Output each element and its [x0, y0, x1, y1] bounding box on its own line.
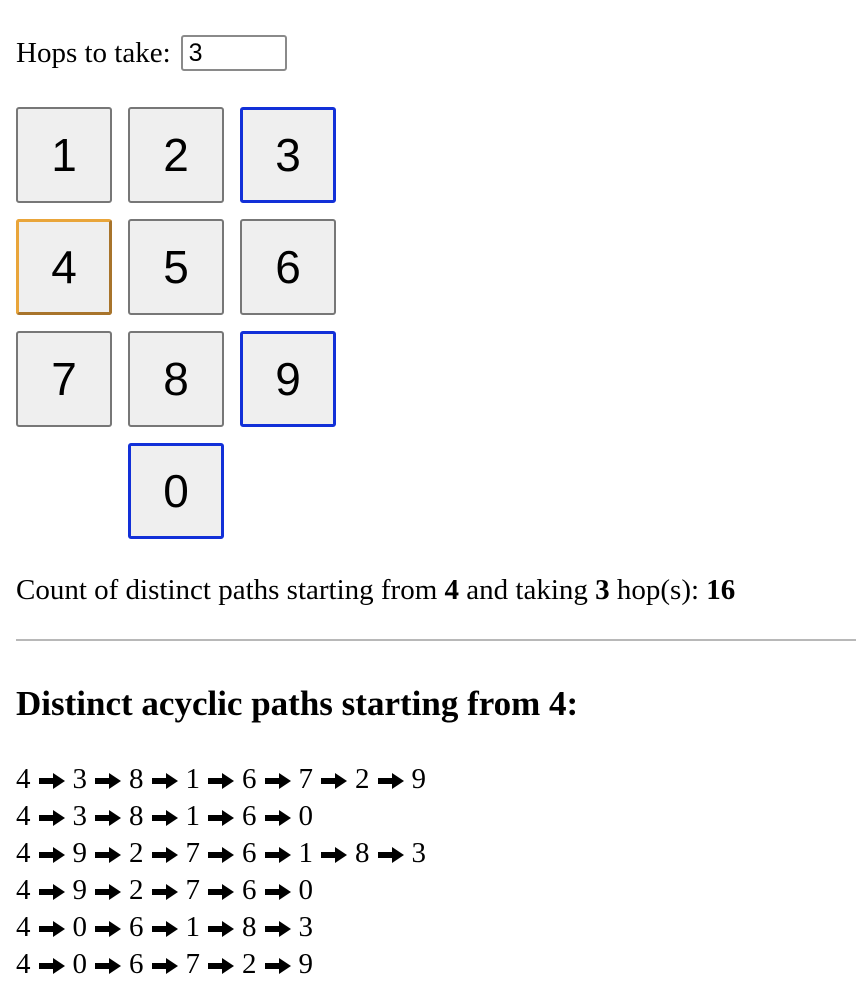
right-arrow-icon	[95, 772, 121, 790]
path-node: 6	[242, 837, 257, 869]
path-node: 1	[298, 837, 313, 869]
path-node: 9	[298, 948, 313, 980]
count-total: 16	[706, 574, 736, 606]
right-arrow-icon	[152, 920, 178, 938]
count-suffix: hop(s):	[609, 574, 707, 606]
right-arrow-icon	[95, 920, 121, 938]
path-node: 6	[242, 874, 257, 906]
keypad	[16, 107, 352, 555]
path-node: 6	[129, 911, 144, 943]
right-arrow-icon	[208, 957, 234, 975]
path-node: 6	[242, 763, 257, 795]
right-arrow-icon	[321, 772, 347, 790]
path-node: 6	[242, 800, 257, 832]
path-node: 1	[185, 800, 200, 832]
right-arrow-icon	[265, 846, 291, 864]
key-3[interactable]: 3	[240, 107, 336, 203]
right-arrow-icon	[152, 957, 178, 975]
right-arrow-icon	[95, 957, 121, 975]
path-node: 6	[129, 948, 144, 980]
right-arrow-icon	[152, 883, 178, 901]
path-node: 7	[298, 763, 313, 795]
path-node: 3	[72, 800, 87, 832]
right-arrow-icon	[208, 846, 234, 864]
right-arrow-icon	[39, 957, 65, 975]
count-hops: 3	[595, 574, 610, 606]
path-node: 1	[185, 763, 200, 795]
right-arrow-icon	[152, 772, 178, 790]
path-item	[16, 835, 426, 872]
path-node: 4	[16, 763, 31, 795]
right-arrow-icon	[39, 846, 65, 864]
path-node: 7	[185, 837, 200, 869]
key-2[interactable]: 2	[128, 107, 224, 203]
right-arrow-icon	[152, 846, 178, 864]
right-arrow-icon	[39, 772, 65, 790]
path-node: 2	[129, 837, 144, 869]
right-arrow-icon	[95, 846, 121, 864]
right-arrow-icon	[39, 883, 65, 901]
path-item	[16, 761, 426, 798]
path-node: 4	[16, 837, 31, 869]
right-arrow-icon	[152, 809, 178, 827]
right-arrow-icon	[265, 957, 291, 975]
path-node: 9	[411, 763, 426, 795]
divider	[16, 639, 856, 641]
path-node: 3	[298, 911, 313, 943]
path-node: 9	[72, 874, 87, 906]
path-node: 8	[129, 763, 144, 795]
path-node: 4	[16, 800, 31, 832]
count-middle: and taking	[459, 574, 596, 606]
path-count-summary	[16, 570, 735, 610]
path-node: 2	[242, 948, 257, 980]
path-node: 4	[16, 874, 31, 906]
path-node: 7	[185, 874, 200, 906]
right-arrow-icon	[208, 883, 234, 901]
path-node: 0	[72, 948, 87, 980]
hops-row	[16, 33, 287, 73]
right-arrow-icon	[265, 809, 291, 827]
path-item	[16, 872, 426, 909]
path-node: 3	[72, 763, 87, 795]
path-node: 2	[129, 874, 144, 906]
path-node: 7	[185, 948, 200, 980]
path-node: 0	[298, 800, 313, 832]
paths-list	[16, 761, 426, 983]
key-1[interactable]: 1	[16, 107, 112, 203]
count-start-key: 4	[444, 574, 460, 606]
path-node: 8	[355, 837, 370, 869]
path-item	[16, 946, 426, 983]
right-arrow-icon	[208, 920, 234, 938]
path-node: 4	[16, 911, 31, 943]
right-arrow-icon	[265, 772, 291, 790]
right-arrow-icon	[39, 809, 65, 827]
path-item	[16, 798, 426, 835]
path-node: 8	[242, 911, 257, 943]
path-item	[16, 909, 426, 946]
paths-heading: Distinct acyclic paths starting from 4:	[16, 684, 579, 723]
right-arrow-icon	[208, 772, 234, 790]
hops-input[interactable]	[181, 35, 287, 71]
right-arrow-icon	[321, 846, 347, 864]
key-8[interactable]: 8	[128, 331, 224, 427]
right-arrow-icon	[208, 809, 234, 827]
key-7[interactable]: 7	[16, 331, 112, 427]
key-6[interactable]: 6	[240, 219, 336, 315]
key-4[interactable]: 4	[16, 219, 112, 315]
count-prefix: Count of distinct paths starting from	[16, 574, 445, 606]
right-arrow-icon	[39, 920, 65, 938]
hops-label: Hops to take:	[16, 37, 171, 69]
key-5[interactable]: 5	[128, 219, 224, 315]
path-node: 9	[72, 837, 87, 869]
path-node: 0	[72, 911, 87, 943]
right-arrow-icon	[95, 809, 121, 827]
key-0[interactable]: 0	[128, 443, 224, 539]
path-node: 4	[16, 948, 31, 980]
right-arrow-icon	[378, 846, 404, 864]
key-9[interactable]: 9	[240, 331, 336, 427]
path-node: 1	[185, 911, 200, 943]
path-node: 3	[411, 837, 426, 869]
right-arrow-icon	[378, 772, 404, 790]
right-arrow-icon	[265, 883, 291, 901]
right-arrow-icon	[95, 883, 121, 901]
path-node: 0	[298, 874, 313, 906]
path-node: 8	[129, 800, 144, 832]
path-node: 2	[355, 763, 370, 795]
right-arrow-icon	[265, 920, 291, 938]
